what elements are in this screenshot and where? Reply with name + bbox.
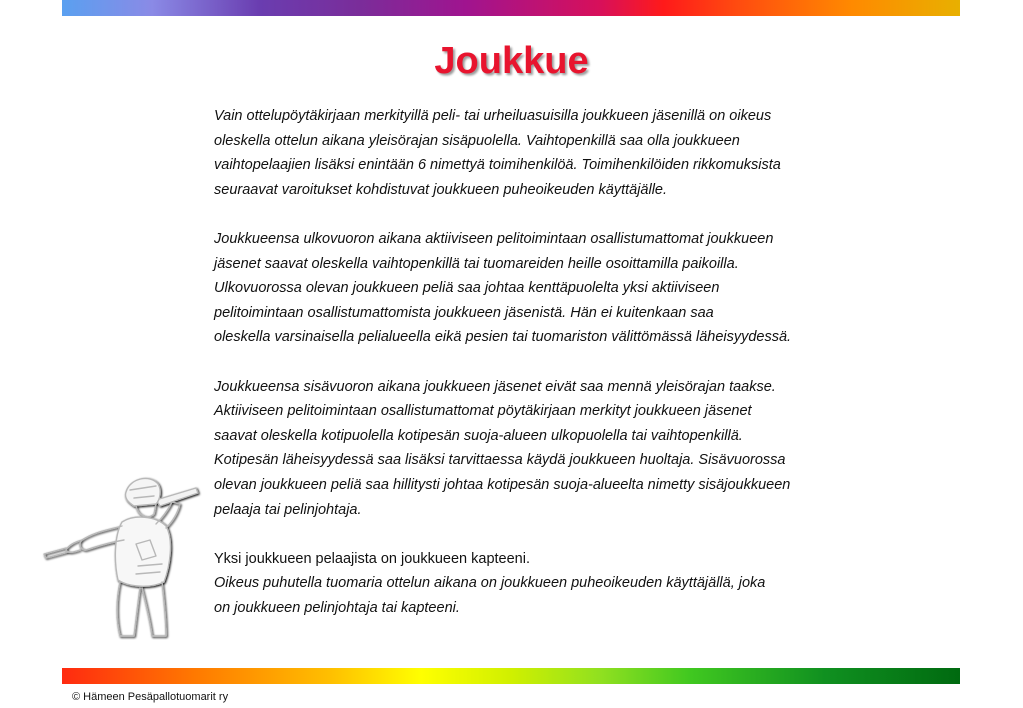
text-line: saavat oleskella kotipuolella kotipesän suoja-alueen ulkopuolella tai vaihtopenkillä. [214, 427, 743, 444]
paragraph [214, 227, 854, 350]
text-line: Kotipesän läheisyydessä saa lisäksi tarvittaessa käydä joukkueen huoltaja. Sisävuorossa [214, 452, 786, 469]
paragraph [214, 375, 854, 523]
text-line: Joukkueensa sisävuoron aikana joukkueen jäsenet eivät saa mennä yleisörajan taakse. [214, 378, 776, 395]
text-line: on joukkueen pelinjohtaja tai kapteeni. [214, 599, 460, 616]
footer-copyright: © Hämeen Pesäpallotuomarit ry [72, 691, 229, 703]
text-line: vaihtopelaajien lisäksi enintään 6 nimettyä toimihenkilöä. Toimihenkilöiden rikkomuksista [214, 157, 781, 174]
slide-body [214, 104, 854, 620]
text-line: Joukkueensa ulkovuoron aikana aktiiviseen pelitoimintaan osallistumattomat joukkueen [214, 230, 774, 247]
text-line: Vain ottelupöytäkirjaan merkityillä peli- tai urheiluasuisilla joukkueen jäsenillä on oikeus [214, 108, 772, 124]
text-line: pelitoimintaan osallistumattomista joukkueen jäsenistä. Hän ei kuitenkaan saa [214, 304, 714, 321]
text-line: seuraavat varoitukset kohdistuvat joukkueen puheoikeuden käyttäjälle. [214, 181, 668, 198]
text-line: olevan joukkueen peliä saa hillitysti johtaa kotipesän suoja-alueelta nimetty sisäjoukkueen [214, 476, 791, 493]
text-line: oleskella ottelun aikana yleisörajan sisäpuolella. Vaihtopenkillä saa olla joukkueen [214, 132, 740, 149]
text-line: oleskella varsinaisella pelialueella eikä pesien tai tuomariston välittömässä läheisyydessä. [214, 329, 792, 346]
text-line: Aktiiviseen pelitoimintaan osallistumattomat pöytäkirjaan merkityt joukkueen jäsenet [214, 403, 752, 420]
slide-title: Joukkue [434, 40, 589, 82]
batter-player-icon [38, 470, 203, 640]
bottom-gradient-bar [62, 668, 960, 684]
paragraph [214, 547, 854, 621]
text-line: Oikeus puhutella tuomaria ottelun aikana on joukkueen puheoikeuden käyttäjällä, joka [214, 575, 766, 592]
text-line: Ulkovuorossa olevan joukkueen peliä saa johtaa kenttäpuolelta yksi aktiiviseen [214, 280, 720, 297]
text-line: Yksi joukkueen pelaajista on joukkueen kapteeni. [214, 550, 530, 567]
top-gradient-bar [62, 0, 960, 16]
paragraph [214, 104, 854, 202]
text-line: jäsenet saavat oleskella vaihtopenkillä tai tuomareiden heille osoittamilla paikoilla. [214, 255, 739, 272]
text-line: pelaaja tai pelinjohtaja. [214, 501, 362, 518]
